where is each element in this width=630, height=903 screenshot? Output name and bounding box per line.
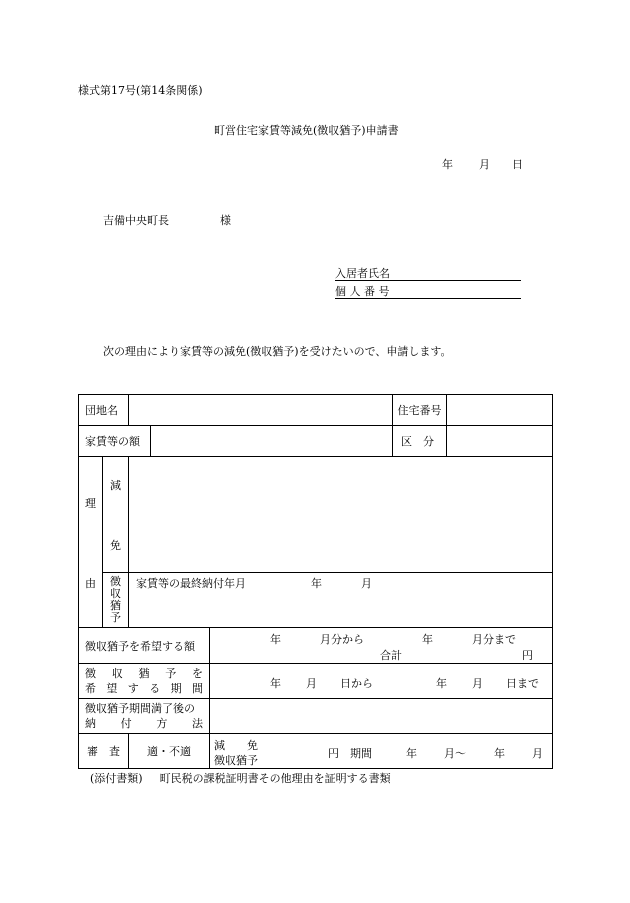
review-yen-period: 円 期間 [328,746,372,760]
r-month-tilde: 月～ [444,746,466,760]
row-rent [79,426,553,457]
grace-amount-label-cell [79,628,210,664]
ga-year1: 年 [270,632,281,646]
grace-amount-label: 徴収猶予を希望する額 [85,639,195,653]
review-label-cell [79,734,129,769]
row-review [79,734,553,769]
addressee: 吉備中央町長 [103,214,169,227]
date-day: 日 [512,158,523,171]
danchi-label-cell [79,395,129,426]
review-value-cell [129,734,210,769]
resident-name-label: 入居者氏名 [335,267,390,280]
application-table [78,394,553,769]
personal-number-field [335,283,521,299]
row-genmen [79,457,553,573]
reason-char-2: 由 [85,577,96,590]
choshu-char-1: 徴 [110,575,121,588]
attachment-text: 町民税の課税証明書その他理由を証明する書類 [159,772,391,785]
r-year2: 年 [494,746,505,760]
grace-amount-value-cell[interactable] [210,628,553,664]
attachment-note [90,770,391,786]
payment-label-1: 徴収猶予期間満了後の [85,702,195,715]
choshu-char-4: 予 [110,611,121,624]
honorific: 様 [220,214,231,227]
attachment-label: (添付書類) [90,772,143,785]
review-choshu: 徴収猶予 [214,753,258,767]
kubun-label: 区 分 [401,435,434,448]
rent-label: 家賃等の額 [85,435,140,448]
last-payment-year: 年 [311,577,322,590]
ga-year2: 年 [422,632,433,646]
kubun-value-cell[interactable] [447,426,553,457]
payment-label-cell [79,699,210,734]
form-number: 様式第17号(第14条関係) [78,84,203,97]
review-value: 適・不適 [147,745,191,758]
p-year2: 年 [436,676,447,690]
resident-name-field [335,265,521,281]
form-title: 町営住宅家賃等減免(徴収猶予)申請書 [214,124,399,137]
ga-month-from: 月分から [320,632,364,646]
p-day-from: 日から [340,676,373,690]
choshu-reason-value[interactable] [129,573,553,628]
intro-text: 次の理由により家賃等の減免(徴収猶予)を受けたいので、申請します。 [103,345,452,358]
period-label-2: 希 望 す る 期 間 [85,682,203,695]
p-year1: 年 [270,676,281,690]
genmen-char-2: 免 [110,539,121,552]
review-detail-cell[interactable] [210,734,553,769]
house-no-label-cell [393,395,447,426]
rent-value-cell[interactable] [151,426,393,457]
genmen-label-cell [103,457,129,573]
last-payment-month: 月 [361,577,372,590]
period-label-1: 徴 収 猶 予 を [85,667,203,680]
row-period [79,664,553,699]
danchi-label: 団地名 [85,404,118,417]
ga-total: 合計 [380,648,402,662]
row-payment-method [79,699,553,734]
date-month: 月 [479,158,490,171]
ga-yen: 円 [522,648,533,662]
payment-label-2: 納 付 方 法 [85,717,203,730]
ga-month-to: 月分まで [472,632,516,646]
row-grace-amount [79,628,553,664]
house-no-value-cell[interactable] [447,395,553,426]
kubun-label-cell [393,426,447,457]
r-month2: 月 [532,746,543,760]
genmen-char-1: 減 [110,479,121,492]
choshu-label-cell [103,573,129,628]
date-year: 年 [442,158,453,171]
choshu-char-3: 猶 [110,599,121,612]
p-day-to: 日まで [506,676,539,690]
house-no-label: 住宅番号 [397,404,442,417]
period-label-cell [79,664,210,699]
r-year1: 年 [406,746,417,760]
choshu-char-2: 収 [110,587,121,600]
p-month1: 月 [306,676,317,690]
row-danchi [79,395,553,426]
genmen-reason-value[interactable] [129,457,553,573]
p-month2: 月 [472,676,483,690]
last-payment-label: 家賃等の最終納付年月 [136,577,246,590]
rent-label-cell [79,426,151,457]
row-choshu [79,573,553,628]
danchi-value-cell[interactable] [129,395,393,426]
reason-cell [79,457,103,628]
review-label: 審 査 [87,745,120,758]
payment-value-cell[interactable] [210,699,553,734]
reason-char-1: 理 [85,497,96,510]
personal-number-label: 個 人 番 号 [335,285,390,298]
review-genmen: 減 免 [214,738,258,752]
period-value-cell[interactable] [210,664,553,699]
